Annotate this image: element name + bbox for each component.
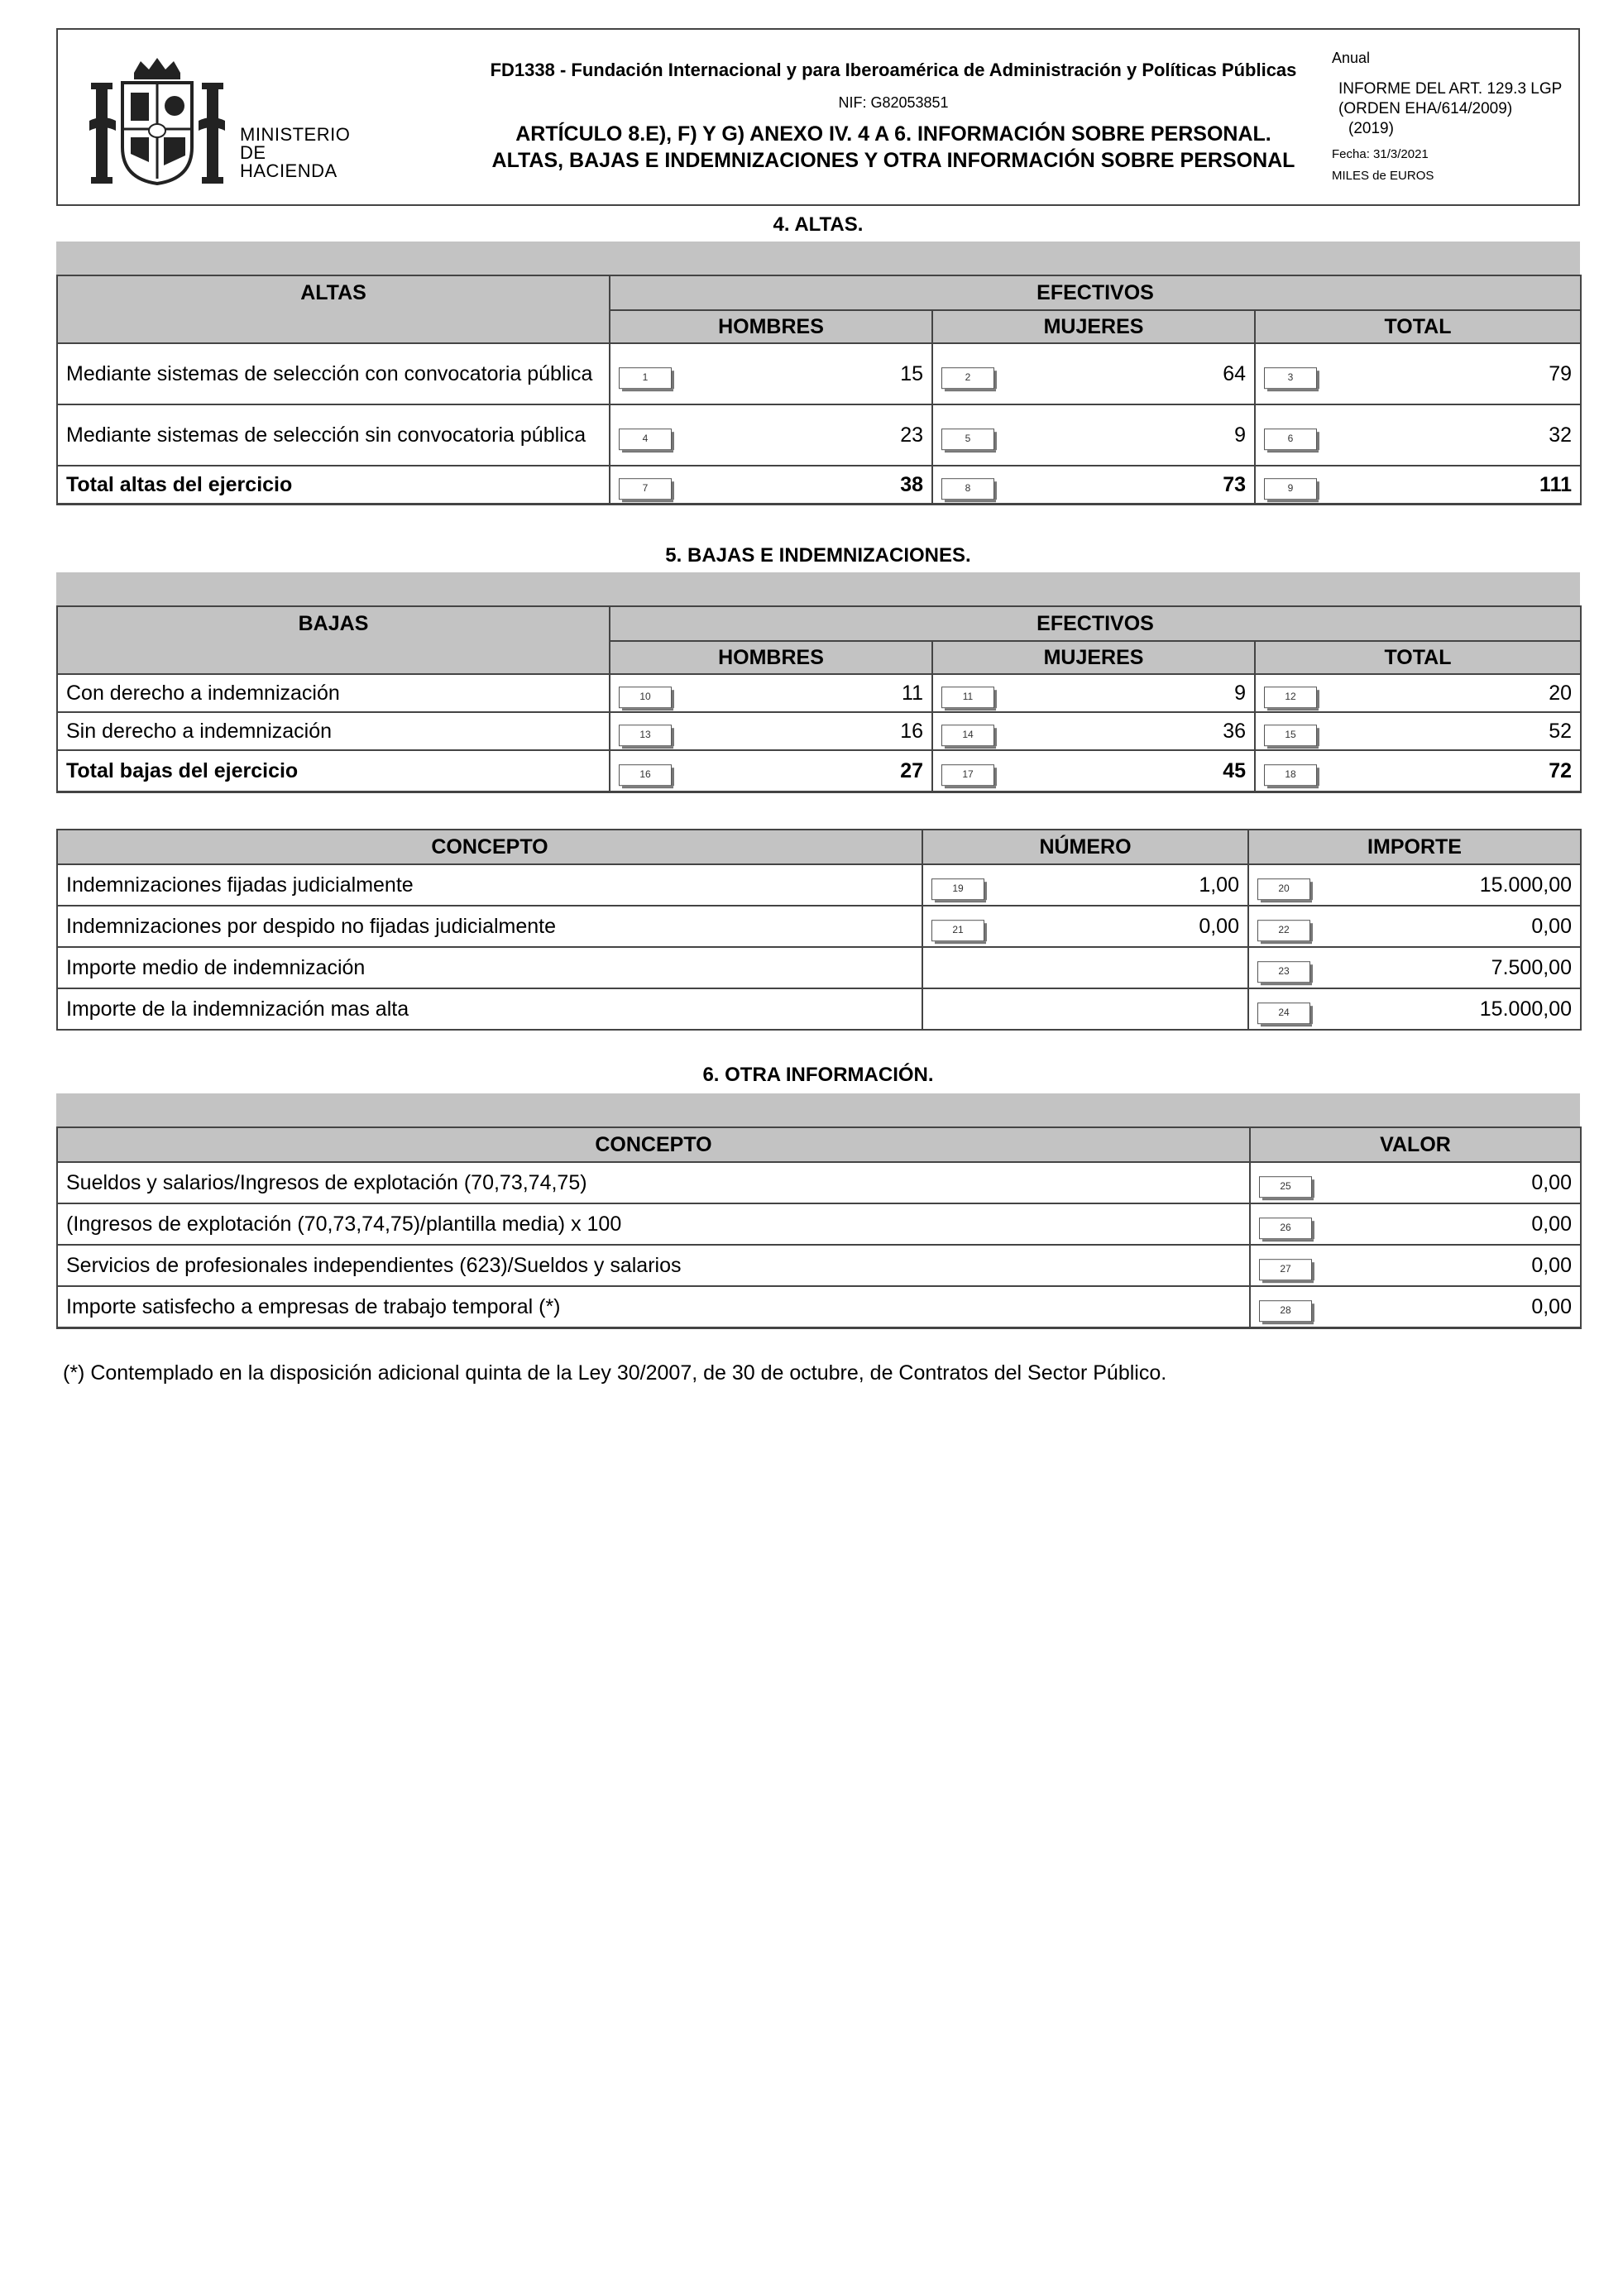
otra-header-concept: CONCEPTO <box>57 1127 1250 1162</box>
altas-table <box>56 275 1582 505</box>
women-value: 9 <box>1234 423 1246 447</box>
men-value: 38 <box>900 473 923 496</box>
field-box-number: 1 <box>619 367 672 389</box>
value-cell[interactable] <box>1250 1162 1581 1203</box>
field-box-number: 23 <box>1257 961 1310 983</box>
row-label: Indemnizaciones fijadas judicialmente <box>57 864 922 906</box>
men-cell[interactable] <box>610 750 932 792</box>
logo-text <box>240 126 364 180</box>
men-value: 23 <box>900 423 923 447</box>
field-box-number: 18 <box>1264 764 1317 786</box>
bajas-header-concept: BAJAS <box>57 606 610 641</box>
otra-table <box>56 1126 1582 1329</box>
women-value: 64 <box>1223 362 1246 385</box>
report-date: Fecha: 31/3/2021 <box>1332 147 1429 161</box>
number-cell-empty <box>922 988 1248 1030</box>
table-row-total <box>57 466 1581 505</box>
altas-header-blank <box>57 310 610 343</box>
field-box-number: 2 <box>941 367 994 389</box>
field-box-number: 20 <box>1257 878 1310 900</box>
table-row <box>57 343 1581 404</box>
report-period: Anual <box>1332 50 1371 66</box>
section-band-bajas <box>56 572 1580 605</box>
row-label: Importe medio de indemnización <box>57 947 922 988</box>
men-value: 16 <box>900 720 923 743</box>
women-value: 36 <box>1223 720 1246 743</box>
total-value: 111 <box>1539 473 1572 496</box>
field-box-number: 27 <box>1259 1259 1312 1280</box>
section-title-altas: 4. ALTAS. <box>773 213 864 236</box>
report-reference <box>1338 79 1562 139</box>
ministerio-logo <box>83 55 364 187</box>
report-title-line-1: ARTÍCULO 8.E), F) Y G) ANEXO IV. 4 A 6. INFORMACIÓN SOBRE PERSONAL. <box>515 122 1271 146</box>
otra-header-value: VALOR <box>1250 1127 1581 1162</box>
row-label: Sueldos y salarios/Ingresos de explotación (70,73,74,75) <box>57 1162 1250 1203</box>
report-header <box>56 28 1580 206</box>
amount-value: 0,00 <box>1531 915 1572 938</box>
value: 0,00 <box>1531 1254 1572 1277</box>
section-title-otra: 6. OTRA INFORMACIÓN. <box>702 1064 934 1086</box>
women-cell[interactable] <box>932 466 1255 505</box>
bajas-header-blank <box>57 641 610 674</box>
table-row <box>57 988 1581 1030</box>
field-box-number: 25 <box>1259 1176 1312 1198</box>
women-value: 9 <box>1234 682 1246 705</box>
total-cell[interactable] <box>1255 404 1581 466</box>
field-box-number: 26 <box>1259 1217 1312 1239</box>
row-label: Mediante sistemas de selección sin convocatoria pública <box>57 404 610 466</box>
section-band-altas <box>56 242 1580 275</box>
altas-header-concept: ALTAS <box>57 275 610 310</box>
amount-cell[interactable] <box>1248 947 1581 988</box>
table-row <box>57 1162 1581 1203</box>
women-cell[interactable] <box>932 674 1255 712</box>
amount-value: 15.000,00 <box>1479 997 1572 1021</box>
report-title-line-2: ALTAS, BAJAS E INDEMNIZACIONES Y OTRA INFORMACIÓN SOBRE PERSONAL <box>491 149 1295 172</box>
number-value: 1,00 <box>1199 873 1239 897</box>
row-label: Total bajas del ejercicio <box>57 750 610 792</box>
footnote: (*) Contemplado en la disposición adicional quinta de la Ley 30/2007, de 30 de octubre, de Contratos del Sector Público. <box>63 1361 1167 1385</box>
logo-line-2: DE HACIENDA <box>240 142 338 181</box>
amount-cell[interactable] <box>1248 988 1581 1030</box>
table-row <box>57 864 1581 906</box>
amount-value: 15.000,00 <box>1479 873 1572 897</box>
report-units: MILES de EUROS <box>1332 169 1434 183</box>
total-value: 20 <box>1549 682 1572 705</box>
total-cell[interactable] <box>1255 674 1581 712</box>
amount-cell[interactable] <box>1248 864 1581 906</box>
section-band-otra <box>56 1093 1580 1126</box>
field-box-number: 11 <box>941 686 994 708</box>
field-box-number: 12 <box>1264 686 1317 708</box>
altas-header-women: MUJERES <box>932 310 1255 343</box>
bajas-header-total: TOTAL <box>1255 641 1581 674</box>
row-label: Mediante sistemas de selección con convocatoria pública <box>57 343 610 404</box>
entity-name: FD1338 - Fundación Internacional y para Iberoamérica de Administración y Políticas Públicas <box>490 60 1297 80</box>
indemn-header-concept: CONCEPTO <box>57 830 922 864</box>
row-label: Importe satisfecho a empresas de trabajo temporal (*) <box>57 1286 1250 1328</box>
field-box-number: 16 <box>619 764 672 786</box>
row-label: Total altas del ejercicio <box>57 466 610 505</box>
total-cell[interactable] <box>1255 466 1581 505</box>
men-cell[interactable] <box>610 404 932 466</box>
bajas-header-women: MUJERES <box>932 641 1255 674</box>
total-value: 72 <box>1549 759 1572 782</box>
row-label: Sin derecho a indemnización <box>57 712 610 750</box>
field-box-number: 28 <box>1259 1300 1312 1322</box>
bajas-header-men: HOMBRES <box>610 641 932 674</box>
row-label: Importe de la indemnización mas alta <box>57 988 922 1030</box>
women-cell[interactable] <box>932 750 1255 792</box>
altas-header-efectivos: EFECTIVOS <box>610 275 1581 310</box>
value: 0,00 <box>1531 1171 1572 1194</box>
number-cell[interactable] <box>922 906 1248 947</box>
field-box-number: 6 <box>1264 428 1317 450</box>
field-box-number: 24 <box>1257 1002 1310 1024</box>
women-cell[interactable] <box>932 404 1255 466</box>
amount-value: 7.500,00 <box>1491 956 1572 979</box>
men-cell[interactable] <box>610 674 932 712</box>
table-row <box>57 712 1581 750</box>
value: 0,00 <box>1531 1213 1572 1236</box>
indemnizaciones-table <box>56 829 1582 1031</box>
table-row <box>57 906 1581 947</box>
header-right <box>1315 30 1580 208</box>
women-cell[interactable] <box>932 343 1255 404</box>
total-cell[interactable] <box>1255 712 1581 750</box>
amount-cell[interactable] <box>1248 906 1581 947</box>
women-value: 73 <box>1223 473 1246 496</box>
table-row <box>57 404 1581 466</box>
table-row <box>57 1286 1581 1328</box>
section-title-bajas: 5. BAJAS E INDEMNIZACIONES. <box>665 544 971 567</box>
women-cell[interactable] <box>932 712 1255 750</box>
field-box-number: 4 <box>619 428 672 450</box>
field-box-number: 21 <box>931 920 984 941</box>
total-cell[interactable] <box>1255 750 1581 792</box>
header-center <box>422 30 1365 208</box>
coat-of-arms-icon <box>83 55 232 187</box>
field-box-number: 17 <box>941 764 994 786</box>
row-label: (Ingresos de explotación (70,73,74,75)/plantilla media) x 100 <box>57 1203 1250 1245</box>
table-row <box>57 1203 1581 1245</box>
report-reference-line-2: (ORDEN EHA/614/2009) <box>1338 100 1513 117</box>
total-value: 52 <box>1549 720 1572 743</box>
row-label: Con derecho a indemnización <box>57 674 610 712</box>
men-value: 27 <box>900 759 923 782</box>
value-cell[interactable] <box>1250 1286 1581 1328</box>
indemn-header-amount: IMPORTE <box>1248 830 1581 864</box>
men-value: 15 <box>900 362 923 385</box>
women-value: 45 <box>1223 759 1246 782</box>
men-cell[interactable] <box>610 343 932 404</box>
men-value: 11 <box>902 682 923 705</box>
altas-header-men: HOMBRES <box>610 310 932 343</box>
number-cell[interactable] <box>922 864 1248 906</box>
field-box-number: 13 <box>619 725 672 746</box>
value-cell[interactable] <box>1250 1245 1581 1286</box>
field-box-number: 22 <box>1257 920 1310 941</box>
number-value: 0,00 <box>1199 915 1239 938</box>
bajas-table <box>56 605 1582 793</box>
value: 0,00 <box>1531 1295 1572 1318</box>
field-box-number: 14 <box>941 725 994 746</box>
table-row <box>57 947 1581 988</box>
men-cell[interactable] <box>610 712 932 750</box>
field-box-number: 10 <box>619 686 672 708</box>
field-box-number: 15 <box>1264 725 1317 746</box>
entity-nif: NIF: G82053851 <box>838 94 949 111</box>
row-label: Indemnizaciones por despido no fijadas judicialmente <box>57 906 922 947</box>
field-box-number: 7 <box>619 478 672 500</box>
field-box-number: 8 <box>941 478 994 500</box>
table-row <box>57 1245 1581 1286</box>
logo-line-1: MINISTERIO <box>240 124 351 145</box>
total-cell[interactable] <box>1255 343 1581 404</box>
value-cell[interactable] <box>1250 1203 1581 1245</box>
total-value: 79 <box>1549 362 1572 385</box>
report-reference-line-1: INFORME DEL ART. 129.3 LGP <box>1338 80 1563 98</box>
number-cell-empty <box>922 947 1248 988</box>
altas-header-total: TOTAL <box>1255 310 1581 343</box>
row-label: Servicios de profesionales independientes (623)/Sueldos y salarios <box>57 1245 1250 1286</box>
men-cell[interactable] <box>610 466 932 505</box>
field-box-number: 5 <box>941 428 994 450</box>
field-box-number: 9 <box>1264 478 1317 500</box>
total-value: 32 <box>1549 423 1572 447</box>
indemn-header-number: NÚMERO <box>922 830 1248 864</box>
field-box-number: 3 <box>1264 367 1317 389</box>
report-reference-line-3: (2019) <box>1348 120 1394 137</box>
table-row <box>57 674 1581 712</box>
table-row-total <box>57 750 1581 792</box>
field-box-number: 19 <box>931 878 984 900</box>
bajas-header-efectivos: EFECTIVOS <box>610 606 1581 641</box>
